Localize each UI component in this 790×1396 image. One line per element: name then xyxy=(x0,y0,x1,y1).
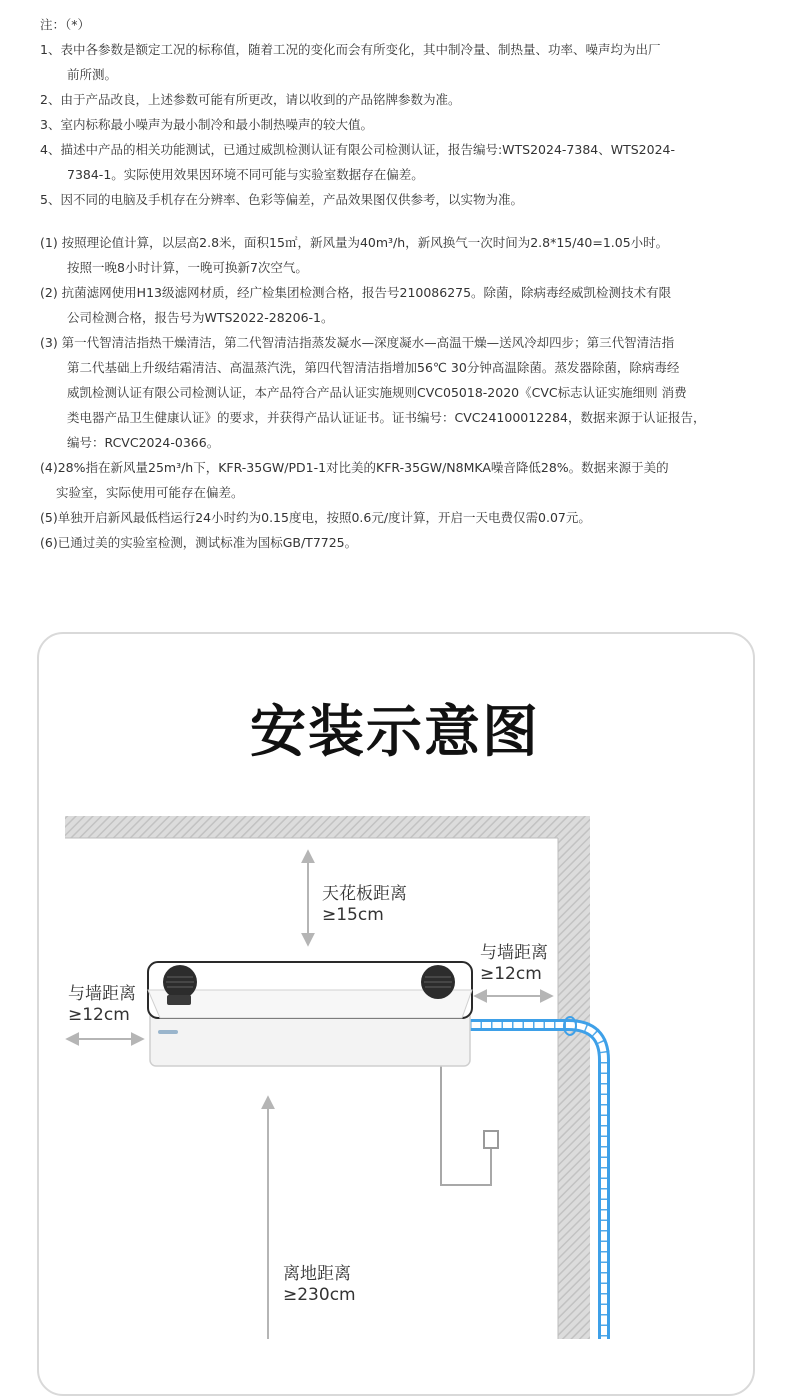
note-line: 1、表中各参数是额定工况的标称值，随着工况的变化而会有所变化，其中制冷量、制热量、功率、噪声均为出厂 xyxy=(40,42,661,57)
footnote-line: (5)单独开启新风最低档运行24小时约为0.15度电，按照0.6元/度计算，开启一天电费仅需0.07元。 xyxy=(40,510,591,525)
footnote-line: 第二代基础上升级结霜清洁、高温蒸汽洗，第四代智清洁指增加56℃ 30分钟高温除菌。蒸发器除菌，除病毒经 xyxy=(67,360,680,375)
floor-distance-label xyxy=(283,1264,356,1306)
right-wall-distance-value: ≥12cm xyxy=(480,964,542,984)
note-line: 4、描述中产品的相关功能测试，已通过威凯检测认证有限公司检测认证，报告编号:WTS2024-7384、WTS2024- xyxy=(40,142,675,157)
ceiling-distance-value: ≥15cm xyxy=(322,905,384,925)
footnote-line: (4)28%指在新风量25m³/h下，KFR-35GW/PD1-1对比美的KFR-35GW/N8MKA噪音降低28%。数据来源于美的 xyxy=(40,460,669,475)
footnote-line: (2) 抗菌滤网使用H13级滤网材质，经广检集团检测合格，报告号210086275。除菌，除病毒经威凯检测技术有限 xyxy=(40,285,672,300)
floor-distance-value: ≥230cm xyxy=(283,1285,356,1305)
display-icon xyxy=(167,995,191,1005)
left-wall-distance-label xyxy=(68,984,136,1026)
power-plug-icon xyxy=(484,1131,498,1148)
footnote-line: 公司检测合格，报告号为WTS2022-28206-1。 xyxy=(67,310,334,325)
ceiling xyxy=(65,816,590,838)
left-wall-distance-title: 与墙距离 xyxy=(68,984,136,1004)
ceiling-distance-title: 天花板距离 xyxy=(322,884,407,904)
note-line: 2、由于产品改良，上述参数可能有所更改，请以收到的产品铭牌参数为准。 xyxy=(40,92,461,107)
note-line: 3、室内标称最小噪声为最小制冷和最小制热噪声的较大值。 xyxy=(40,117,373,132)
power-cable xyxy=(441,1066,491,1185)
diagram-title: 安装示意图 xyxy=(250,700,540,765)
air-conditioner-unit xyxy=(148,962,472,1066)
right-wall-distance-label xyxy=(480,943,548,985)
footnote-line: 类电器产品卫生健康认证》的要求，并获得产品认证证书。证书编号：CVC24100012284，数据来源于认证报告， xyxy=(67,410,706,425)
left-wall-distance-value: ≥12cm xyxy=(68,1005,130,1025)
ceiling-distance-label xyxy=(322,884,407,926)
right-wall xyxy=(558,838,590,1339)
footnote-line: 编号：RCVC2024-0366。 xyxy=(67,435,220,450)
footnote-line: 实验室，实际使用可能存在偏差。 xyxy=(56,485,244,500)
note-line: 前所测。 xyxy=(67,67,118,82)
footnote-line: (6)已通过美的实验室检测，测试标准为国标GB/T7725。 xyxy=(40,535,358,550)
brand-logo xyxy=(158,1030,178,1034)
footnote-line: (1) 按照理论值计算，以层高2.8米，面积15㎡，新风量为40m³/h，新风换气一次时间为2.8*15/40=1.05小时。 xyxy=(40,235,669,250)
floor-distance-title: 离地距离 xyxy=(283,1264,351,1284)
right-wall-distance-title: 与墙距离 xyxy=(480,943,548,963)
note-line: 5、因不同的电脑及手机存在分辨率、色彩等偏差，产品效果图仅供参考，以实物为准。 xyxy=(40,192,523,207)
note-line: 7384-1。实际使用效果因环境不同可能与实验室数据存在偏差。 xyxy=(67,167,424,182)
footnote-line: (3) 第一代智清洁指热干燥清洁，第二代智清洁指蒸发凝水—深度凝水—高温干燥—送风冷却四步；第三代智清洁指 xyxy=(40,335,675,350)
footnote-line: 威凯检测认证有限公司检测认证，本产品符合产品认证实施规则CVC05018-2020《CVC标志认证实施细则 消费 xyxy=(67,385,687,400)
notes-heading: 注：（*） xyxy=(40,17,91,32)
footnote-line: 按照一晚8小时计算，一晚可换新7次空气。 xyxy=(67,260,308,275)
